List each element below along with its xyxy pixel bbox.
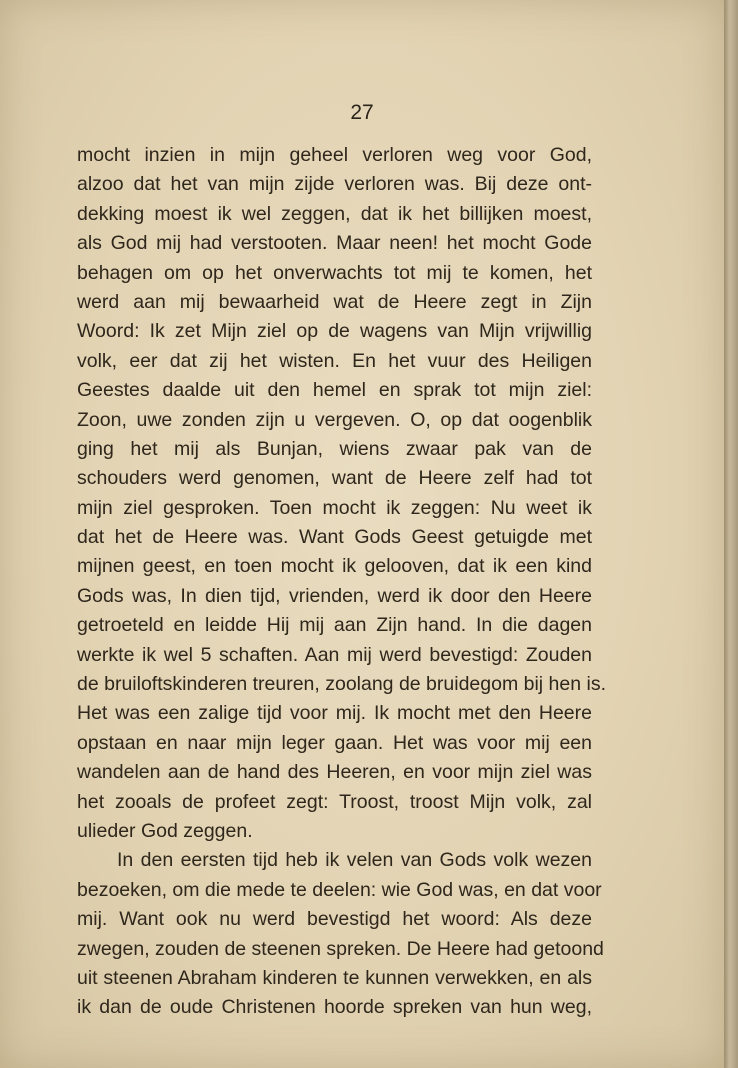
text-line: ulieder God zeggen. (77, 819, 253, 842)
text-line: volk, eer dat zij het wisten. En het vuur des Heiligen (77, 349, 592, 372)
text-line: ging het mij als Bunjan, wiens zwaar pak van de (77, 437, 592, 460)
body-text (77, 141, 606, 1023)
text-line: Gods was, In dien tijd, vrienden, werd ik door den Heere (77, 584, 592, 607)
text-line: werkte ik wel 5 schaften. Aan mij werd bevestigd: Zouden (77, 643, 592, 666)
text-line: In den eersten tijd heb ik velen van Gods volk wezen (117, 849, 592, 872)
text-line: schouders werd genomen, want de Heere zelf had tot (77, 467, 592, 490)
text-line: zwegen, zouden de steenen spreken. De Heere had getoond (77, 937, 604, 960)
text-line: mocht inzien in mijn geheel verloren weg voor God, (77, 144, 592, 166)
text-line: de bruiloftskinderen treuren, zoolang de bruidegom bij hen is. (77, 673, 606, 696)
text-line: als God mij had verstooten. Maar neen! het mocht Gode (77, 232, 592, 255)
page-edge (724, 0, 738, 1068)
text-line: Het was een zalige tijd voor mij. Ik mocht met den Heere (77, 702, 592, 725)
text-line: alzoo dat het van mijn zijde verloren was. Bij deze ont- (77, 173, 592, 196)
text-line: werd aan mij bewaarheid wat de Heere zegt in Zijn (77, 290, 592, 313)
text-line: mijn ziel gesproken. Toen mocht ik zeggen: Nu weet ik (77, 496, 592, 519)
page-number: 27 (350, 101, 374, 124)
text-line: getroeteld en leidde Hij mij aan Zijn hand. In die dagen (77, 614, 592, 637)
text-line: uit steenen Abraham kinderen te kunnen verwekken, en als (77, 966, 592, 989)
text-line: opstaan en naar mijn leger gaan. Het was voor mij een (77, 731, 592, 754)
text-line: Geestes daalde uit den hemel en sprak tot mijn ziel: (77, 379, 592, 402)
text-line: mij. Want ook nu werd bevestigd het woord: Als deze (77, 908, 592, 931)
text-line: mijnen geest, en toen mocht ik gelooven, dat ik een kind (77, 555, 592, 578)
text-line: ik dan de oude Christenen hoorde spreken van hun weg, (77, 996, 592, 1019)
text-line: Zoon, uwe zonden zijn u vergeven. O, op dat oogenblik (77, 408, 592, 431)
text-line: Woord: Ik zet Mijn ziel op de wagens van Mijn vrijwillig (77, 320, 592, 343)
text-line: bezoeken, om die mede te deelen: wie God was, en dat voor (77, 878, 602, 901)
text-line: het zooals de profeet zegt: Troost, troost Mijn volk, zal (77, 790, 592, 813)
text-line: behagen om op het onverwachts tot mij te komen, het (77, 261, 592, 284)
text-line: wandelen aan de hand des Heeren, en voor mijn ziel was (77, 761, 592, 784)
text-line: dat het de Heere was. Want Gods Geest getuigde met (77, 526, 592, 549)
text-line: dekking moest ik wel zeggen, dat ik het billijken moest, (77, 202, 592, 225)
